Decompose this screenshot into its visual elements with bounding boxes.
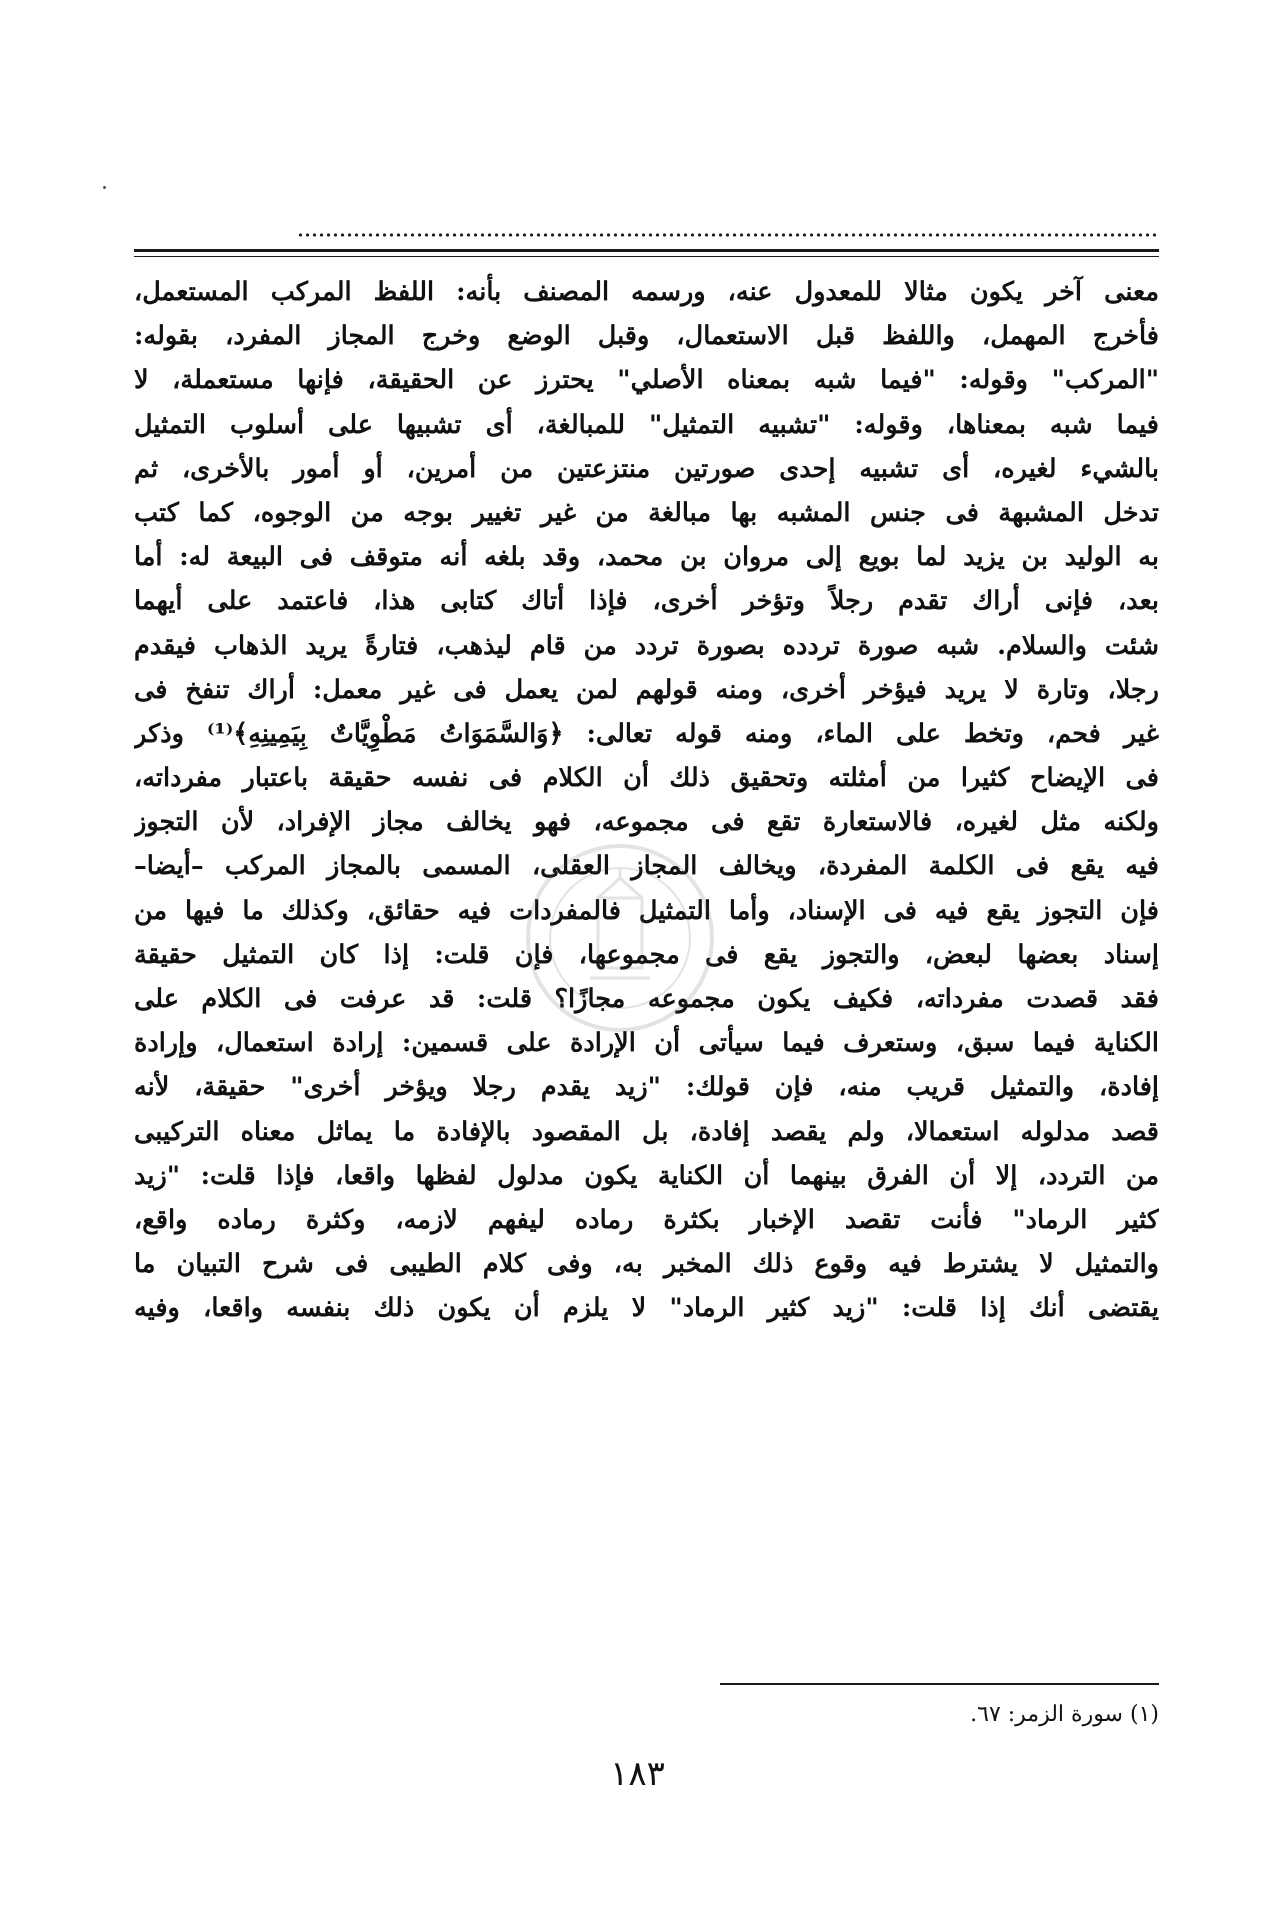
text-line-4: فيما شبه بمعناها، وقوله: "تشبيه التمثيل" للمبالغة، أى تشبيها على أسلوب التمثيل [134,409,1159,440]
text-line-24: يقتضى أنك إذا قلت: "زيد كثير الرماد" لا يلزم أن يكون ذلك بنفسه واقعا، وفيه [134,1293,1159,1324]
text-line-16: إسناد بعضها لبعض، والتجوز يقع فى مجموعها، فإن قلت: إذا كان التمثيل حقيقة [134,939,1159,970]
header-rule-thin [134,256,1159,257]
text-line-11: غير فحم، وتخط على الماء، ومنه قوله تعالى: ﴿وَالسَّمَوَاتُ مَطْوِيَّاتٌ بِيَمِينِهِ﴾⁽¹⁾ وذكر [134,718,1159,749]
text-line-9: شئت والسلام. شبه صورة تردده بصورة تردد من قام ليذهب، فتارةً يريد الذهاب فيقدم [134,630,1159,661]
text-line-5: بالشيء لغيره، أى تشبيه إحدى صورتين منتزعتين من أمرين، أو أمور بالأخرى، ثم [134,453,1159,484]
text-line-19: إفادة، والتمثيل قريب منه، فإن قولك: "زيد يقدم رجلا ويؤخر أخرى" حقيقة، لأنه [134,1072,1159,1103]
text-line-17: فقد قصدت مفرداته، فكيف يكون مجموعه مجازًا؟ قلت: قد عرفت فى الكلام على [134,984,1159,1014]
text-line-7: به الوليد بن يزيد لما بويع إلى مروان بن محمد، وقد بلغه أنه متوقف فى البيعة له: أما [134,542,1159,573]
watermark-seal [520,838,720,1038]
text-line-1: معنى آخر يكون مثالا للمعدول عنه، ورسمه المصنف بأنه: اللفظ المركب المستعمل، [134,277,1159,307]
text-line-10: رجلا، وتارة لا يريد فيؤخر أخرى، ومنه قولهم لمن يعمل فى غير معمل: أراك تنفخ فى [134,674,1159,705]
text-line-2: فأخرج المهمل، واللفظ قبل الاستعمال، وقبل الوضع وخرج المجاز المفرد، بقوله: [134,321,1159,352]
scan-speck [103,186,106,189]
header-rule-thick [134,249,1159,252]
text-line-6: تدخل المشبهة فى جنس المشبه بها مبالغة من غير تغيير بوجه من الوجوه، كما كتب [134,497,1159,528]
text-line-12: فى الإيضاح كثيرا من أمثلته وتحقيق ذلك أن الكلام فى نفسه حقيقة باعتبار مفرداته، [134,763,1159,794]
text-line-14: فيه يقع فى الكلمة المفردة، ويخالف المجاز العقلى، المسمى بالمجاز المركب –أيضا– [134,851,1159,882]
main-text [134,270,1159,1331]
text-line-13: ولكنه مثل لغيره، فالاستعارة تقع فى مجموعه، فهو يخالف مجاز الإفراد، لأن التجوز [134,807,1159,838]
text-line-21: من التردد، إلا أن الفرق بينهما أن الكناية يكون مدلول لفظها واقعا، فإذا قلت: "زيد [134,1160,1159,1191]
text-line-15: فإن التجوز يقع فيه فى الإسناد، وأما التمثيل فالمفردات فيه حقائق، وكذلك ما فيها من [134,895,1159,926]
text-line-20: قصد مدلوله استعمالا، ولم يقصد إفادة، بل المقصود بالإفادة ما يماثل معناه التركيبى [134,1116,1159,1147]
text-line-22: كثير الرماد" فأنت تقصد الإخبار بكثرة رماده ليفهم لازمه، وكثرة رماده واقع، [134,1204,1159,1235]
footnote-separator [720,1683,1159,1685]
text-line-3: "المركب" وقوله: "فيما شبه بمعناه الأصلي" يحترز عن الحقيقة، فإنها مستعملة، لا [134,365,1159,396]
text-line-8: بعد، فإنى أراك تقدم رجلاً وتؤخر أخرى، فإذا أتاك كتابى هذا، فاعتمد على أيهما [134,586,1159,617]
page-number: ١٨٣ [610,1754,665,1794]
text-line-23: والتمثيل لا يشترط فيه وقوع ذلك المخبر به، وفى كلام الطيبى فى شرح التبيان ما [134,1249,1159,1280]
footnote: (١) سورة الزمر: ٦٧. [970,1702,1159,1727]
text-line-18: الكناية فيما سبق، وستعرف فيما سيأتى أن الإرادة على قسمين: إرادة استعمال، وإرادة [134,1028,1159,1059]
header-dotted-rule [297,232,1159,238]
